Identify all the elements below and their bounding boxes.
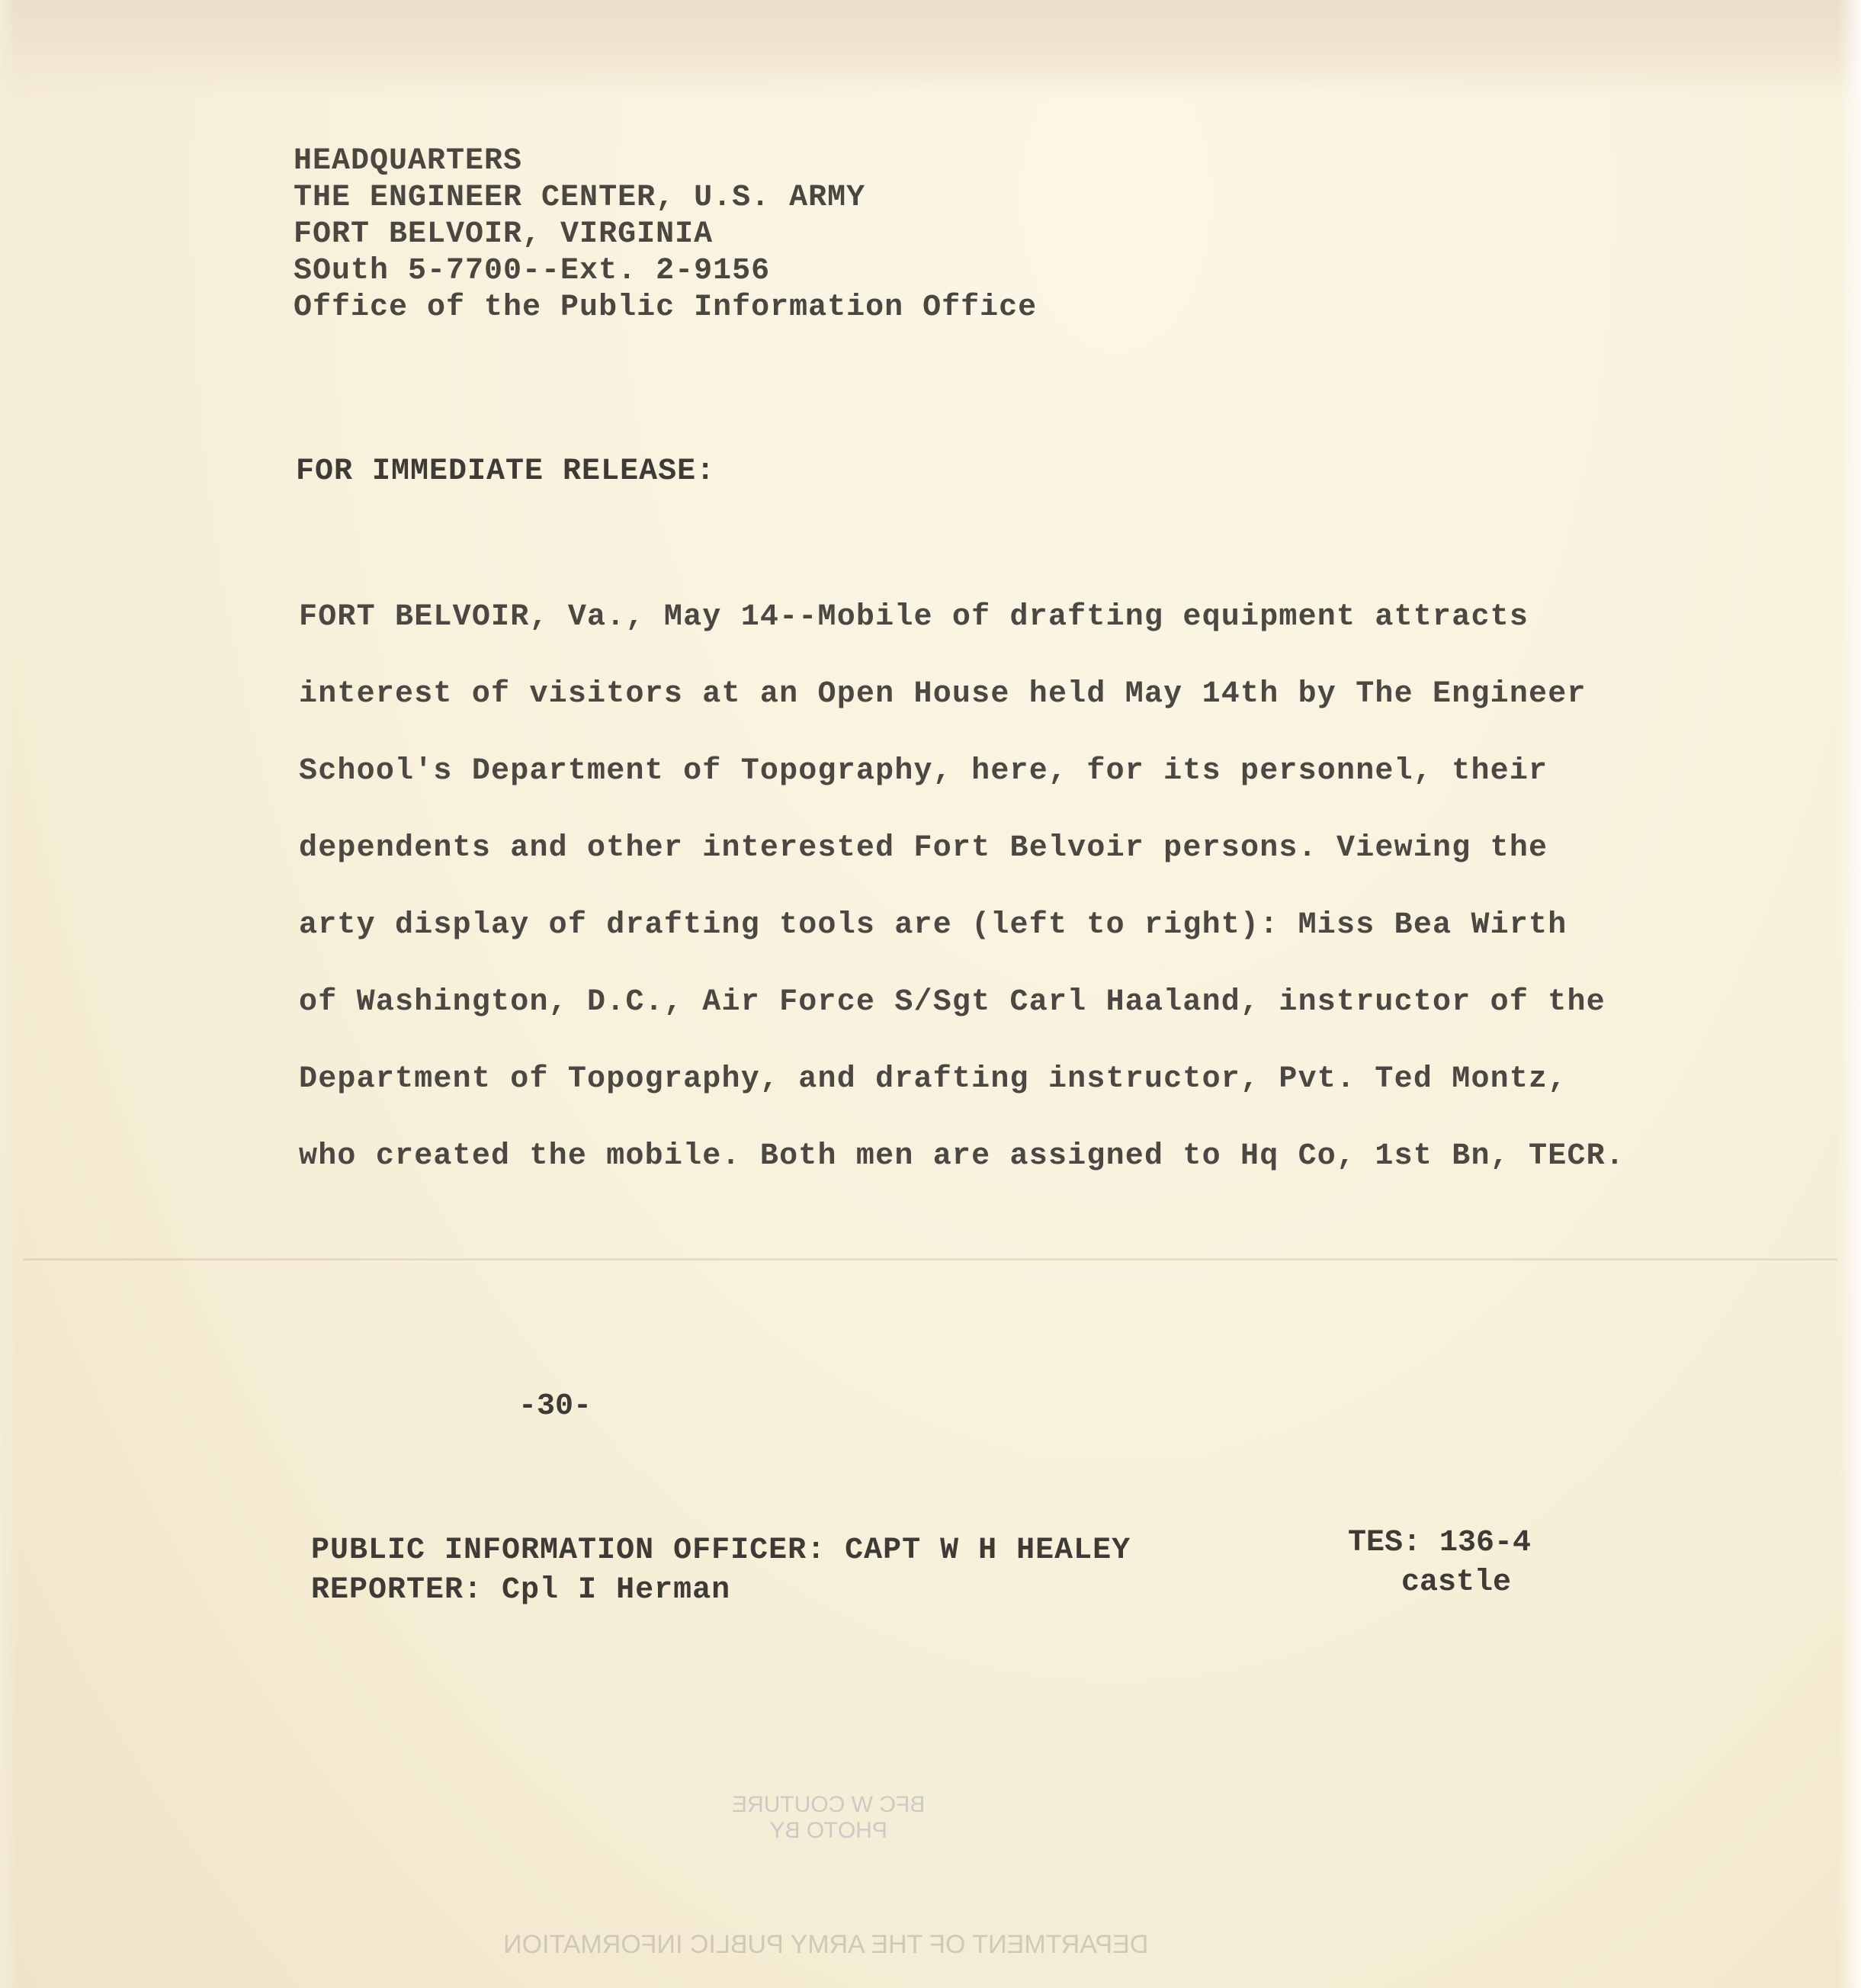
letterhead-line: SOuth 5-7700--Ext. 2-9156	[294, 254, 771, 288]
letterhead-line: Office of the Public Information Office	[294, 291, 1038, 325]
letterhead	[294, 143, 1037, 326]
body-line: of Washington, D.C., Air Force S/Sgt Carl Haaland, instructor of the	[299, 985, 1606, 1020]
body-line: FORT BELVOIR, Va., May 14--Mobile of drafting equipment attracts	[299, 600, 1529, 634]
officer-credit: PUBLIC INFORMATION OFFICER: CAPT W H HEALEY	[311, 1534, 1131, 1568]
paper-left-edge	[0, 0, 17, 1988]
body-line: interest of visitors at an Open House held May 14th by The Engineer	[299, 677, 1587, 711]
paper-fold-line	[23, 1258, 1837, 1261]
body-line: who created the mobile. Both men are assigned to Hq Co, 1st Bn, TECR.	[299, 1139, 1625, 1174]
end-mark: -30-	[518, 1389, 592, 1424]
slug: castle	[1401, 1566, 1512, 1600]
reporter-credit: REPORTER: Cpl I Herman	[311, 1573, 731, 1607]
release-body	[299, 595, 1641, 1211]
footer-credits	[311, 1531, 1131, 1611]
paper-top-band	[0, 0, 1861, 99]
show-through-stamp	[732, 1792, 925, 1844]
letterhead-line: THE ENGINEER CENTER, U.S. ARMY	[294, 181, 866, 215]
letterhead-line: HEADQUARTERS	[294, 144, 523, 178]
paper-right-edge	[1838, 0, 1861, 1988]
body-line: arty display of drafting tools are (left to right): Miss Bea Wirth	[299, 908, 1567, 943]
footer-file-info	[1348, 1524, 1531, 1603]
body-line: dependents and other interested Fort Belvoir persons. Viewing the	[299, 831, 1548, 866]
file-code: TES: 136-4	[1348, 1526, 1532, 1560]
stamp-line: BFC W COUTURE	[732, 1792, 926, 1817]
stamp-line: PHOTO BY	[769, 1818, 887, 1843]
body-line: School's Department of Topography, here, for its personnel, their	[299, 754, 1548, 788]
release-label: FOR IMMEDIATE RELEASE:	[296, 454, 716, 489]
body-line: Department of Topography, and drafting instructor, Pvt. Ted Montz,	[299, 1062, 1567, 1097]
show-through-bleed: DEPARTMENT OF THE ARMY PUBLIC INFORMATION	[503, 1930, 1149, 1959]
letterhead-line: FORT BELVOIR, VIRGINIA	[294, 217, 714, 252]
